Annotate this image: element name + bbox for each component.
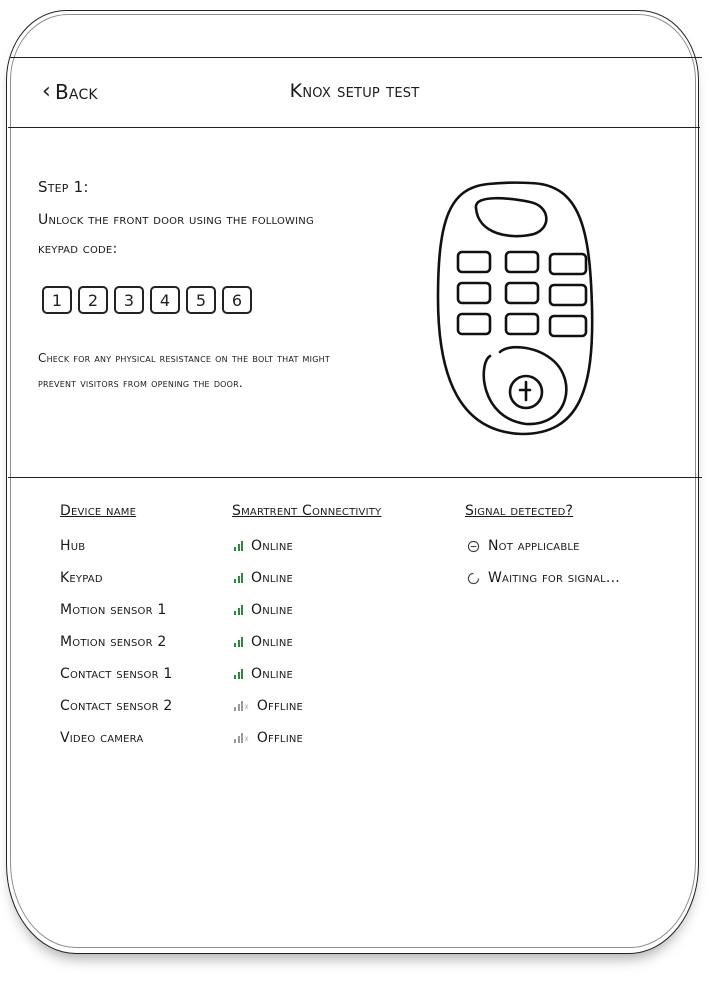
device-name: Motion sensor 2: [60, 634, 167, 650]
signal-bars-icon: [234, 605, 243, 615]
device-name: Contact sensor 1: [60, 666, 173, 682]
signal-status: [467, 570, 620, 586]
connectivity-status: [234, 730, 303, 746]
signal-bars-icon: [234, 541, 243, 551]
minus-circle-icon: [467, 540, 480, 553]
connectivity-status: [234, 698, 303, 714]
step-instruction: Unlock the front door using the following keypad code:: [38, 212, 314, 257]
header-bottom-divider: [8, 127, 700, 128]
signal-off-icon: x: [234, 701, 249, 711]
device-frame-inner: [10, 14, 696, 948]
code-digit: 1: [42, 286, 72, 314]
connectivity-label: Offline: [256, 730, 304, 746]
signal-bars-icon: [234, 669, 243, 679]
signal-bars-icon: [234, 637, 243, 647]
signal-off-icon: x: [234, 733, 249, 743]
connectivity-label: Online: [251, 634, 294, 650]
connectivity-label: Online: [251, 666, 294, 682]
connectivity-label: Online: [251, 570, 294, 586]
device-name: Motion sensor 1: [60, 602, 167, 618]
page-title: Knox setup test: [289, 80, 420, 102]
connectivity-status: [234, 602, 293, 618]
back-label: Back: [55, 80, 98, 104]
device-name: Keypad: [60, 570, 103, 586]
header-top-divider: [10, 57, 702, 58]
code-digit: 2: [78, 286, 108, 314]
signal-label: Waiting for signal...: [488, 570, 620, 586]
column-header-device: Device name: [60, 503, 137, 519]
column-header-signal: Signal detected?: [465, 503, 574, 519]
code-digit: 6: [222, 286, 252, 314]
step-label: Step 1:: [38, 178, 89, 196]
device-name: Video camera: [60, 730, 144, 746]
code-digit: 4: [150, 286, 180, 314]
signal-bars-icon: [234, 573, 243, 583]
chevron-left-icon: ‹: [42, 79, 51, 104]
connectivity-label: Offline: [256, 698, 304, 714]
connectivity-status: [234, 666, 293, 682]
code-digit: 3: [114, 286, 144, 314]
connectivity-label: Online: [251, 538, 294, 554]
step-note: Check for any physical resistance on the bolt that might prevent visitors from opening the door.: [38, 351, 330, 390]
loading-icon: [467, 572, 480, 585]
device-name: Contact sensor 2: [60, 698, 173, 714]
device-name: Hub: [60, 538, 86, 554]
column-header-connectivity: Smartrent Connectivity: [232, 503, 382, 519]
code-digit: 5: [186, 286, 216, 314]
connectivity-status: [234, 634, 293, 650]
signal-label: Not applicable: [488, 538, 580, 554]
section-divider: [8, 477, 702, 478]
connectivity-label: Online: [251, 602, 294, 618]
signal-status: [467, 538, 580, 554]
connectivity-status: [234, 570, 293, 586]
keypad-illustration: [430, 178, 600, 440]
connectivity-status: [234, 538, 293, 554]
keypad-code: [42, 286, 252, 314]
